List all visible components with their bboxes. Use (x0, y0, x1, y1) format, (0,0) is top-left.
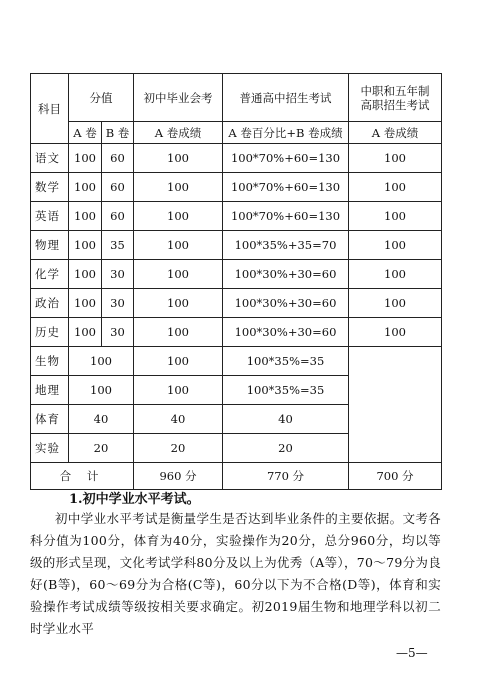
table-row (31, 318, 442, 347)
b-score-cell: 60 (102, 202, 134, 231)
header-b-paper: B 卷 (102, 122, 134, 144)
grad-cell: 100 (134, 202, 223, 231)
table-row (31, 231, 442, 260)
a-score-cell: 100 (69, 202, 102, 231)
total-row (31, 463, 442, 490)
high-cell: 100*70%+60=130 (223, 144, 349, 173)
subject-cell: 实验 (31, 434, 69, 463)
b-score-cell: 35 (102, 231, 134, 260)
table-row (31, 347, 442, 376)
b-score-cell: 30 (102, 318, 134, 347)
voc-cell: 100 (349, 260, 442, 289)
score-cell: 100 (69, 376, 134, 405)
grad-cell: 100 (134, 318, 223, 347)
subject-cell: 英语 (31, 202, 69, 231)
high-cell: 100*30%+30=60 (223, 289, 349, 318)
grad-cell: 100 (134, 231, 223, 260)
a-score-cell: 100 (69, 318, 102, 347)
a-score-cell: 100 (69, 173, 102, 202)
voc-total: 700 分 (349, 463, 442, 490)
grad-cell: 100 (134, 289, 223, 318)
subject-cell: 地理 (31, 376, 69, 405)
b-score-cell: 60 (102, 173, 134, 202)
high-cell: 100*30%+30=60 (223, 260, 349, 289)
score-table (30, 73, 442, 490)
score-cell: 40 (69, 405, 134, 434)
header-score: 分值 (69, 74, 134, 122)
table-row (31, 260, 442, 289)
body-paragraph: 初中学业水平考试是衡量学生是否达到毕业条件的主要依据。文考各科分值为100分，体育为40分，实验操作为20分，总分960分，均以等级的形式呈现，文化考试学科80分及以上为优秀（A等），70～79分为良好(B等)，60～69分为合格(C等)，60分以下为不合格(D等)，体育和实验操作考试成绩等级按相关要求确定。初2019届生物和地理学科以初二时学业水平 (30, 511, 441, 636)
grad-cell: 100 (134, 376, 223, 405)
high-cell: 100*35%=35 (223, 376, 349, 405)
grad-cell: 100 (134, 144, 223, 173)
header-voc-sub: A 卷成绩 (349, 122, 442, 144)
high-cell: 100*70%+60=130 (223, 202, 349, 231)
subject-cell: 化学 (31, 260, 69, 289)
b-score-cell: 30 (102, 289, 134, 318)
grad-total: 960 分 (134, 463, 223, 490)
b-score-cell: 60 (102, 144, 134, 173)
subject-cell: 数学 (31, 173, 69, 202)
high-cell: 100*35%+35=70 (223, 231, 349, 260)
header-grad-exam: 初中毕业会考 (134, 74, 223, 122)
subject-cell: 物理 (31, 231, 69, 260)
a-score-cell: 100 (69, 231, 102, 260)
section-heading: 1.初中学业水平考试。 (69, 492, 200, 507)
header-voc-exam: 中职和五年制高职招生考试 (349, 74, 442, 122)
b-score-cell: 30 (102, 260, 134, 289)
voc-cell: 100 (349, 231, 442, 260)
score-cell: 20 (69, 434, 134, 463)
high-cell: 100*70%+60=130 (223, 173, 349, 202)
high-cell: 100*35%=35 (223, 347, 349, 376)
voc-cell: 100 (349, 289, 442, 318)
a-score-cell: 100 (69, 289, 102, 318)
a-score-cell: 100 (69, 144, 102, 173)
voc-cell: 100 (349, 144, 442, 173)
voc-cell: 100 (349, 202, 442, 231)
grad-cell: 40 (134, 405, 223, 434)
grad-cell: 20 (134, 434, 223, 463)
subject-cell: 体育 (31, 405, 69, 434)
high-cell: 40 (223, 405, 349, 434)
subject-cell: 语文 (31, 144, 69, 173)
subject-cell: 历史 (31, 318, 69, 347)
table-row (31, 144, 442, 173)
table-row (31, 202, 442, 231)
high-total: 770 分 (223, 463, 349, 490)
subject-cell: 生物 (31, 347, 69, 376)
grad-cell: 100 (134, 347, 223, 376)
voc-cell: 100 (349, 173, 442, 202)
high-cell: 100*30%+30=60 (223, 318, 349, 347)
table-row (31, 173, 442, 202)
high-cell: 20 (223, 434, 349, 463)
score-cell: 100 (69, 347, 134, 376)
subject-cell: 政治 (31, 289, 69, 318)
header-high-sub: A 卷百分比+B 卷成绩 (223, 122, 349, 144)
grad-cell: 100 (134, 260, 223, 289)
a-score-cell: 100 (69, 260, 102, 289)
header-subject: 科目 (31, 74, 69, 144)
header-grad-sub: A 卷成绩 (134, 122, 223, 144)
page-number: —5— (396, 646, 428, 660)
header-a-paper: A 卷 (69, 122, 102, 144)
voc-empty-cell (349, 347, 442, 463)
header-high-exam: 普通高中招生考试 (223, 74, 349, 122)
grad-cell: 100 (134, 173, 223, 202)
total-label: 合 计 (31, 463, 134, 490)
voc-cell: 100 (349, 318, 442, 347)
table-row (31, 289, 442, 318)
